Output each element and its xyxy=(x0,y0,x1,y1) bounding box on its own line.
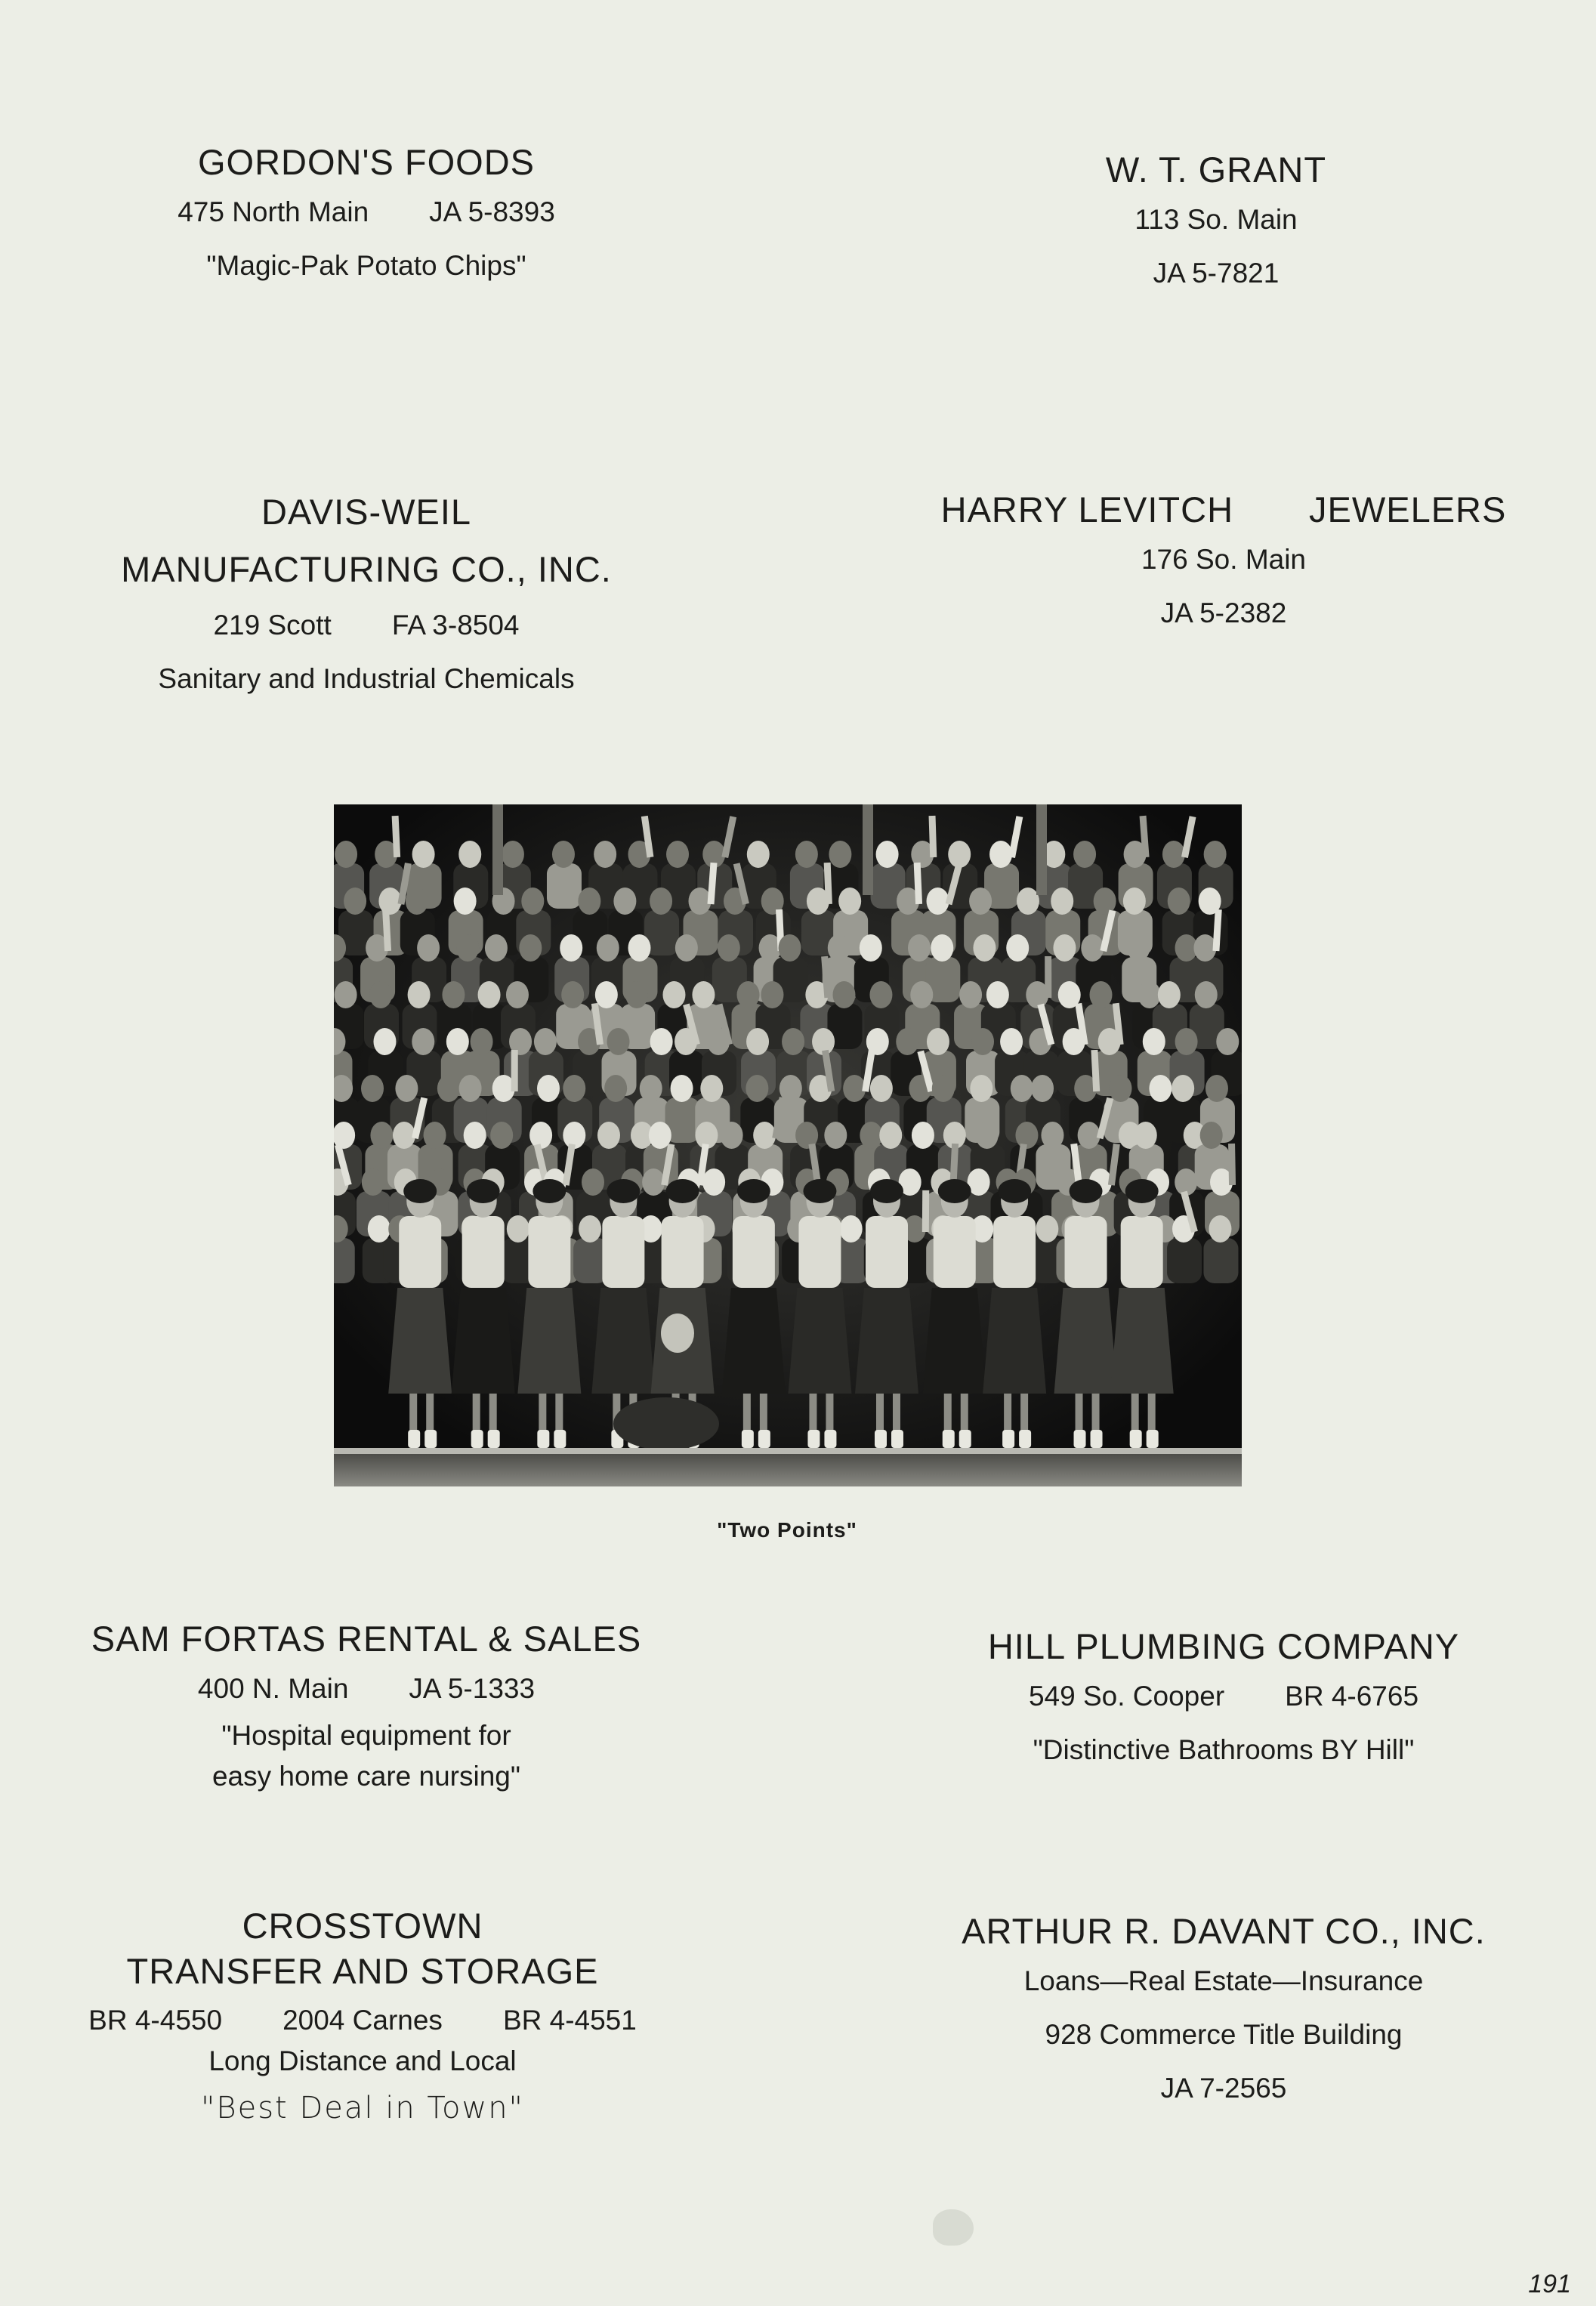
ad-arthur-davant xyxy=(921,1909,1526,2115)
ad-slogan-line1: "Hospital equipment for xyxy=(221,1720,511,1751)
ad-phone: JA 5-8393 xyxy=(429,196,555,227)
ad-crosstown-transfer xyxy=(60,1903,665,2135)
ad-phone-1: BR 4-4550 xyxy=(88,2005,223,2036)
ad-address: 475 North Main xyxy=(178,196,369,227)
ad-phone: JA 5-7821 xyxy=(1153,258,1280,289)
ad-sam-fortas xyxy=(60,1616,672,1797)
ad-contact-line xyxy=(68,598,665,652)
ad-address: 2004 Carnes xyxy=(282,2005,443,2036)
ad-phone: JA 5-2382 xyxy=(1160,597,1287,628)
ad-description: Sanitary and Industrial Chemicals xyxy=(158,663,575,694)
ad-phone-2: BR 4-4551 xyxy=(502,2005,637,2036)
ad-name-line1: CROSSTOWN xyxy=(242,1906,483,1946)
ad-name-line1: DAVIS-WEIL xyxy=(261,492,472,532)
ad-phone: FA 3-8504 xyxy=(391,610,520,641)
photo-caption: "Two Points" xyxy=(717,1518,857,1542)
ad-gordons-foods xyxy=(68,140,665,292)
ad-service: Long Distance and Local xyxy=(208,2045,517,2076)
crowd-photo-image xyxy=(334,804,1242,1486)
ad-name-suffix: JEWELERS xyxy=(1309,489,1507,529)
ad-address: 549 So. Cooper xyxy=(1028,1681,1225,1712)
ad-phone: JA 7-2565 xyxy=(1160,2073,1287,2104)
ad-address: 928 Commerce Title Building xyxy=(1045,2019,1403,2050)
ad-address: 219 Scott xyxy=(213,610,332,641)
ad-phone: JA 5-1333 xyxy=(409,1673,536,1704)
ad-name-line2: MANUFACTURING CO., INC. xyxy=(121,549,612,589)
ad-name: HILL PLUMBING COMPANY xyxy=(987,1626,1460,1666)
ad-contact-line xyxy=(60,1662,672,1715)
ad-name-line2: TRANSFER AND STORAGE xyxy=(126,1951,599,1991)
ad-contact-line xyxy=(68,185,665,239)
ad-name-row xyxy=(921,487,1526,533)
ad-contact-line xyxy=(921,1669,1526,1723)
ad-address: 176 So. Main xyxy=(1141,544,1307,575)
ad-slogan: "Distinctive Bathrooms BY Hill" xyxy=(1033,1734,1415,1765)
ad-slogan: "Magic-Pak Potato Chips" xyxy=(206,250,526,281)
page-smudge xyxy=(933,2209,974,2246)
ad-slogan-line2: easy home care nursing" xyxy=(211,1761,520,1792)
ad-name: GORDON'S FOODS xyxy=(198,142,535,182)
ad-hill-plumbing xyxy=(921,1624,1526,1777)
ad-contact-line xyxy=(60,2000,665,2041)
ad-phone: BR 4-6765 xyxy=(1285,1681,1419,1712)
ad-services: Loans—Real Estate—Insurance xyxy=(1023,1965,1424,1996)
ad-name: W. T. GRANT xyxy=(1105,150,1327,190)
ad-name: ARTHUR R. DAVANT CO., INC. xyxy=(962,1911,1486,1951)
ad-slogan: "Best Deal in Town" xyxy=(201,2091,524,2125)
ad-davis-weil xyxy=(68,483,665,705)
ad-name: HARRY LEVITCH xyxy=(940,489,1234,529)
ad-address: 113 So. Main xyxy=(1134,204,1298,235)
ad-harry-levitch xyxy=(921,487,1526,640)
ad-address: 400 N. Main xyxy=(197,1673,349,1704)
crowd-photo xyxy=(334,804,1242,1486)
ad-wt-grant xyxy=(914,147,1518,300)
page-number: 191 xyxy=(1528,2270,1571,2298)
ad-name: SAM FORTAS RENTAL & SALES xyxy=(91,1619,642,1659)
